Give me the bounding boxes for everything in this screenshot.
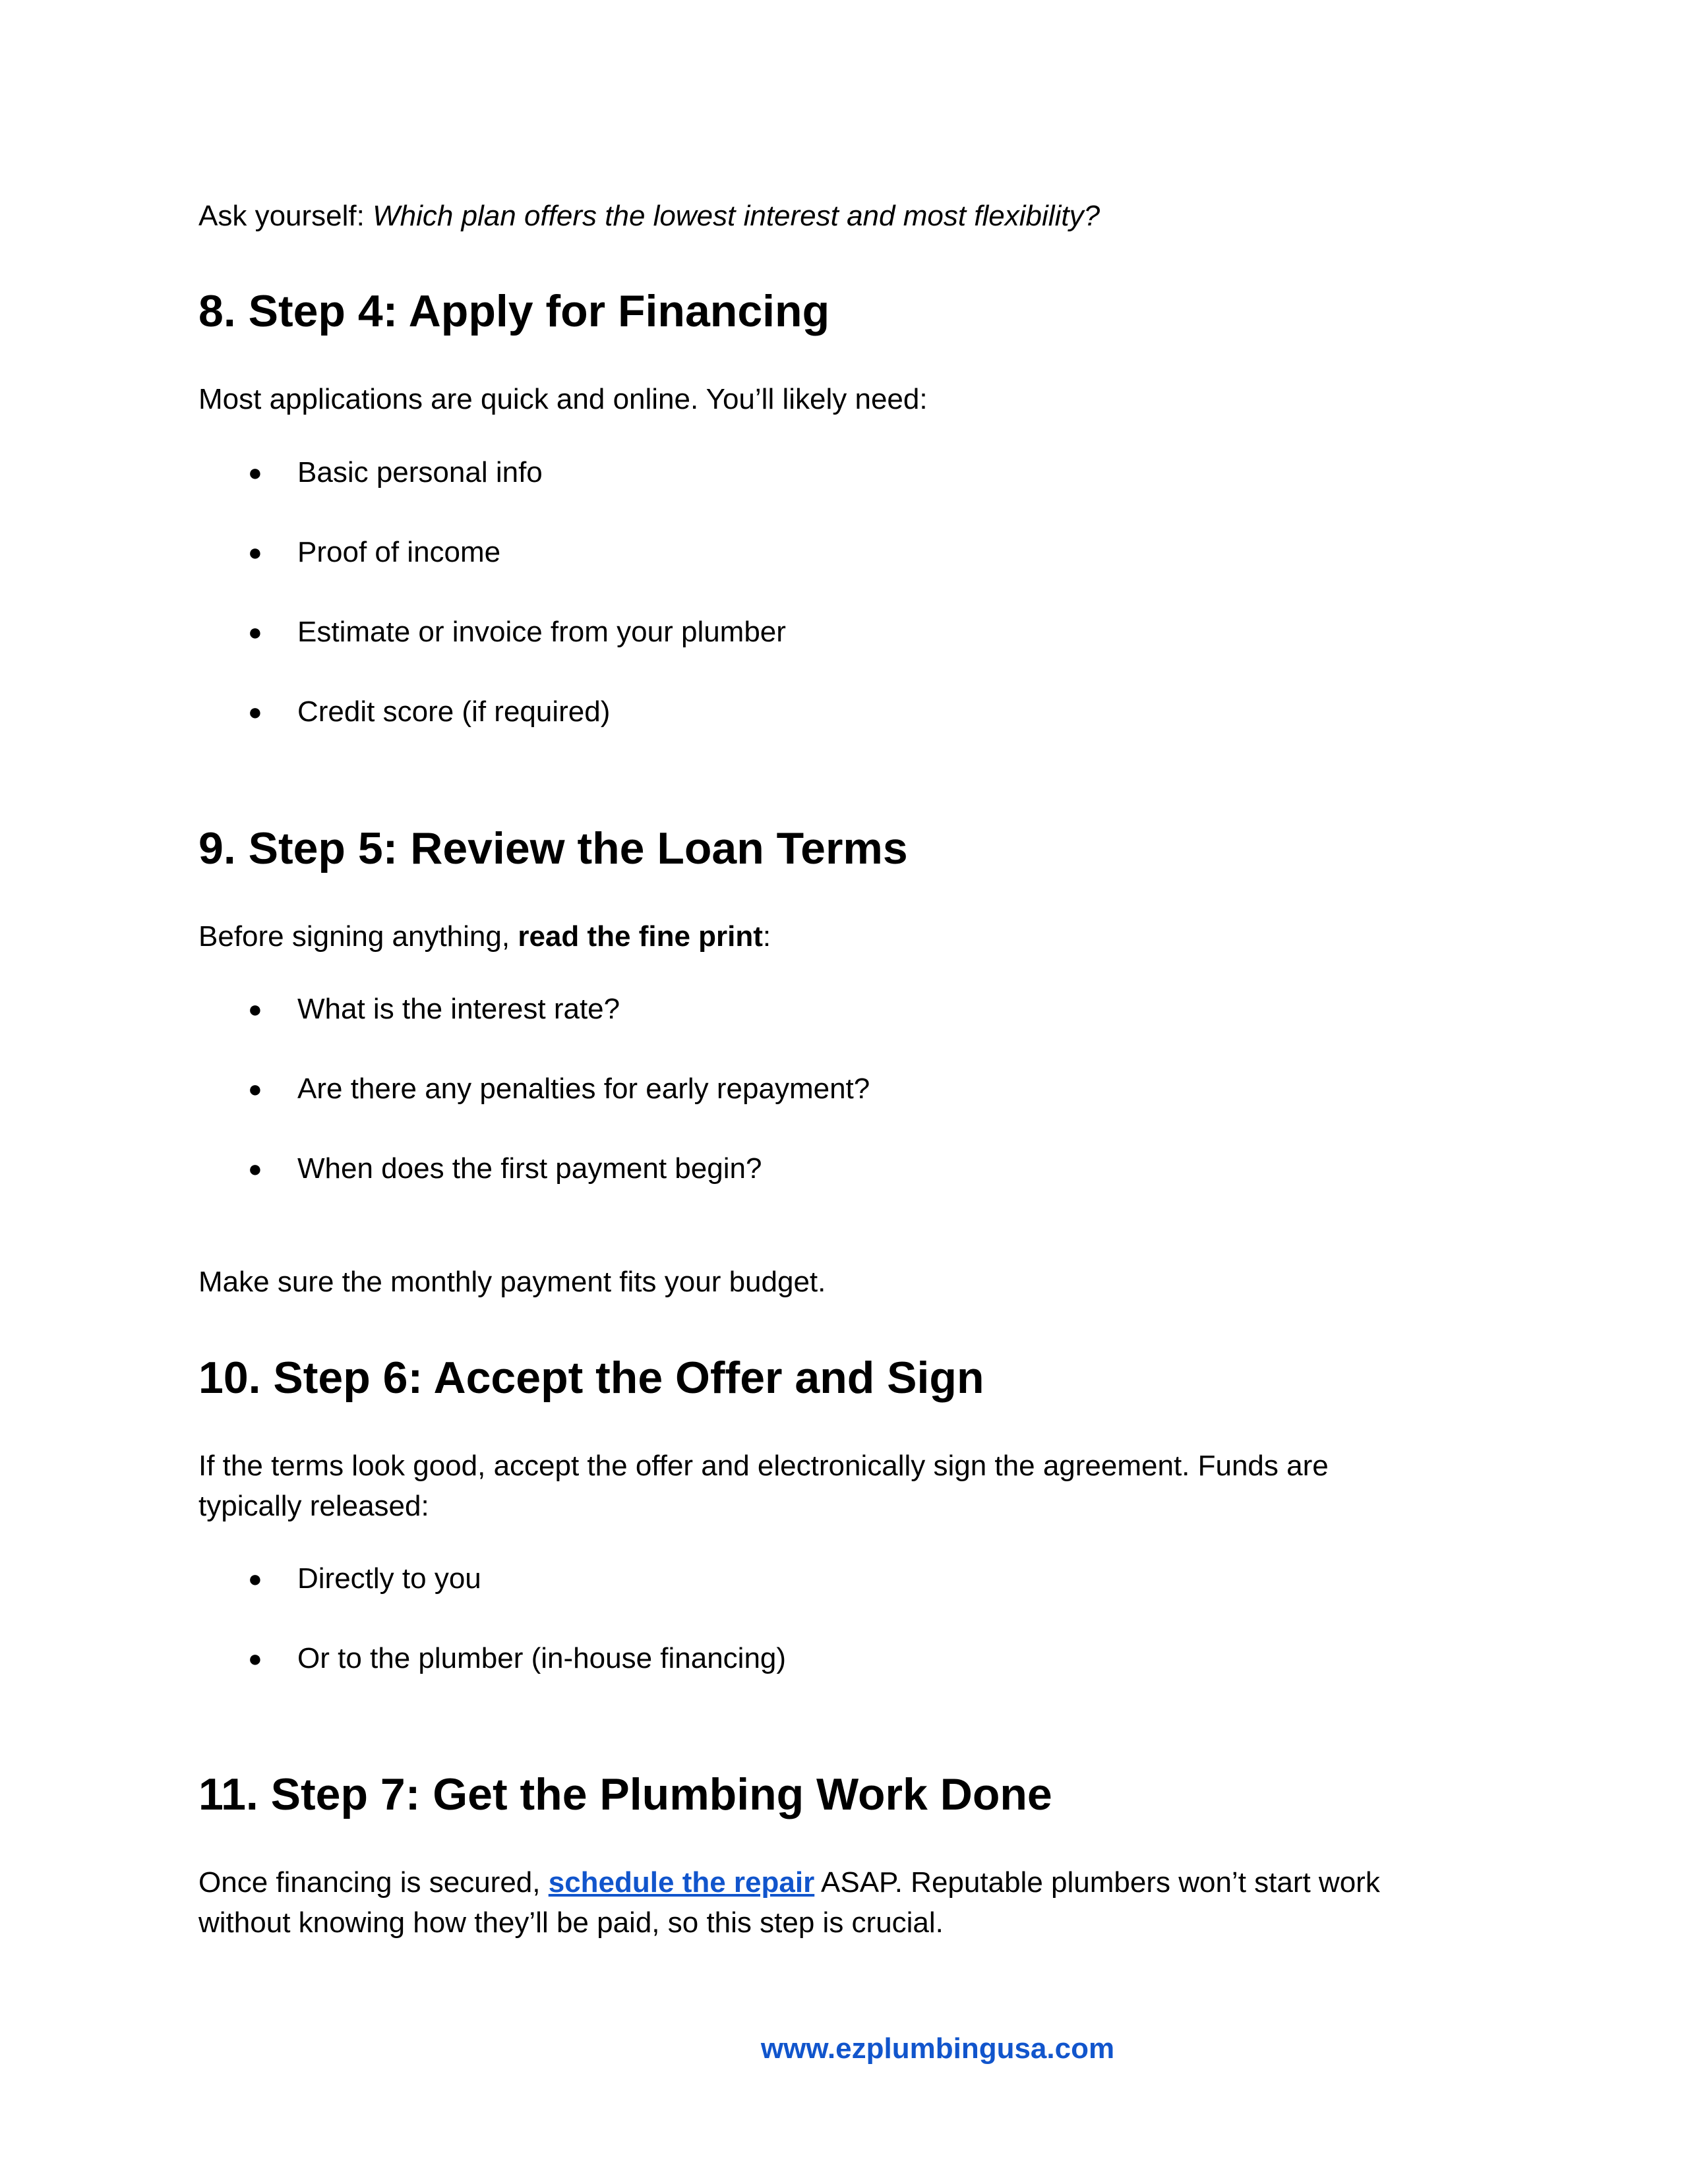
footer-website-link[interactable]	[0, 2028, 1688, 2069]
bullet-icon: ●	[248, 1565, 262, 1592]
list-item-text: When does the first payment begin?	[297, 1152, 762, 1185]
list-item-text: Are there any penalties for early repayment?	[297, 1073, 870, 1105]
footer-website-text: www.ezplumbingusa.com	[760, 2032, 1115, 2065]
section-9-closing: Make sure the monthly payment fits your budget.	[198, 1266, 826, 1298]
section-heading-step-5: 9. Step 5: Review the Loan Terms	[198, 823, 908, 873]
bullet-icon: ●	[248, 539, 262, 566]
bullet-icon: ●	[248, 698, 262, 725]
section-10-lead-line-2: typically released:	[198, 1490, 429, 1522]
bullet-icon: ●	[248, 1075, 262, 1102]
bullet-icon: ●	[248, 459, 262, 486]
bullet-icon: ●	[248, 1645, 262, 1672]
section-11-line-1-suffix: ASAP. Reputable plumbers won’t start work	[814, 1866, 1380, 1899]
section-heading-step-4: 8. Step 4: Apply for Financing	[198, 286, 830, 336]
section-11-line-1-prefix: Once financing is secured,	[198, 1866, 549, 1899]
bullet-icon: ●	[248, 1155, 262, 1182]
schedule-repair-link[interactable]: schedule the repair	[548, 1866, 815, 1899]
section-8-lead: Most applications are quick and online. You’ll likely need:	[198, 383, 928, 415]
list-item-text: Basic personal info	[297, 456, 543, 488]
bullet-icon: ●	[248, 995, 262, 1022]
bullet-icon: ●	[248, 618, 262, 645]
intro-prefix: Ask yourself:	[198, 200, 373, 232]
list-item-text: Estimate or invoice from your plumber	[297, 616, 786, 648]
section-9-lead-prefix: Before signing anything,	[198, 920, 518, 953]
section-11-line-1	[198, 1862, 1380, 1903]
list-item-text: Directly to you	[297, 1562, 481, 1595]
section-9-lead-bold: read the fine print	[518, 920, 763, 953]
list-item-text: What is the interest rate?	[297, 993, 620, 1025]
section-10-lead-line-1: If the terms look good, accept the offer and electronically sign the agreement. Funds are	[198, 1450, 1329, 1482]
list-item-text: Or to the plumber (in-house financing)	[297, 1642, 787, 1674]
section-heading-step-7: 11. Step 7: Get the Plumbing Work Done	[198, 1769, 1052, 1819]
list-item-text: Credit score (if required)	[297, 695, 611, 728]
section-9-lead	[198, 916, 771, 957]
list-item-text: Proof of income	[297, 536, 501, 568]
section-11-line-2: without knowing how they’ll be paid, so this step is crucial.	[198, 1906, 944, 1939]
intro-question: Which plan offers the lowest interest and most flexibility?	[373, 200, 1100, 232]
section-heading-step-6: 10. Step 6: Accept the Offer and Sign	[198, 1353, 984, 1403]
intro-paragraph	[198, 196, 1100, 237]
section-9-lead-suffix: :	[762, 920, 771, 953]
